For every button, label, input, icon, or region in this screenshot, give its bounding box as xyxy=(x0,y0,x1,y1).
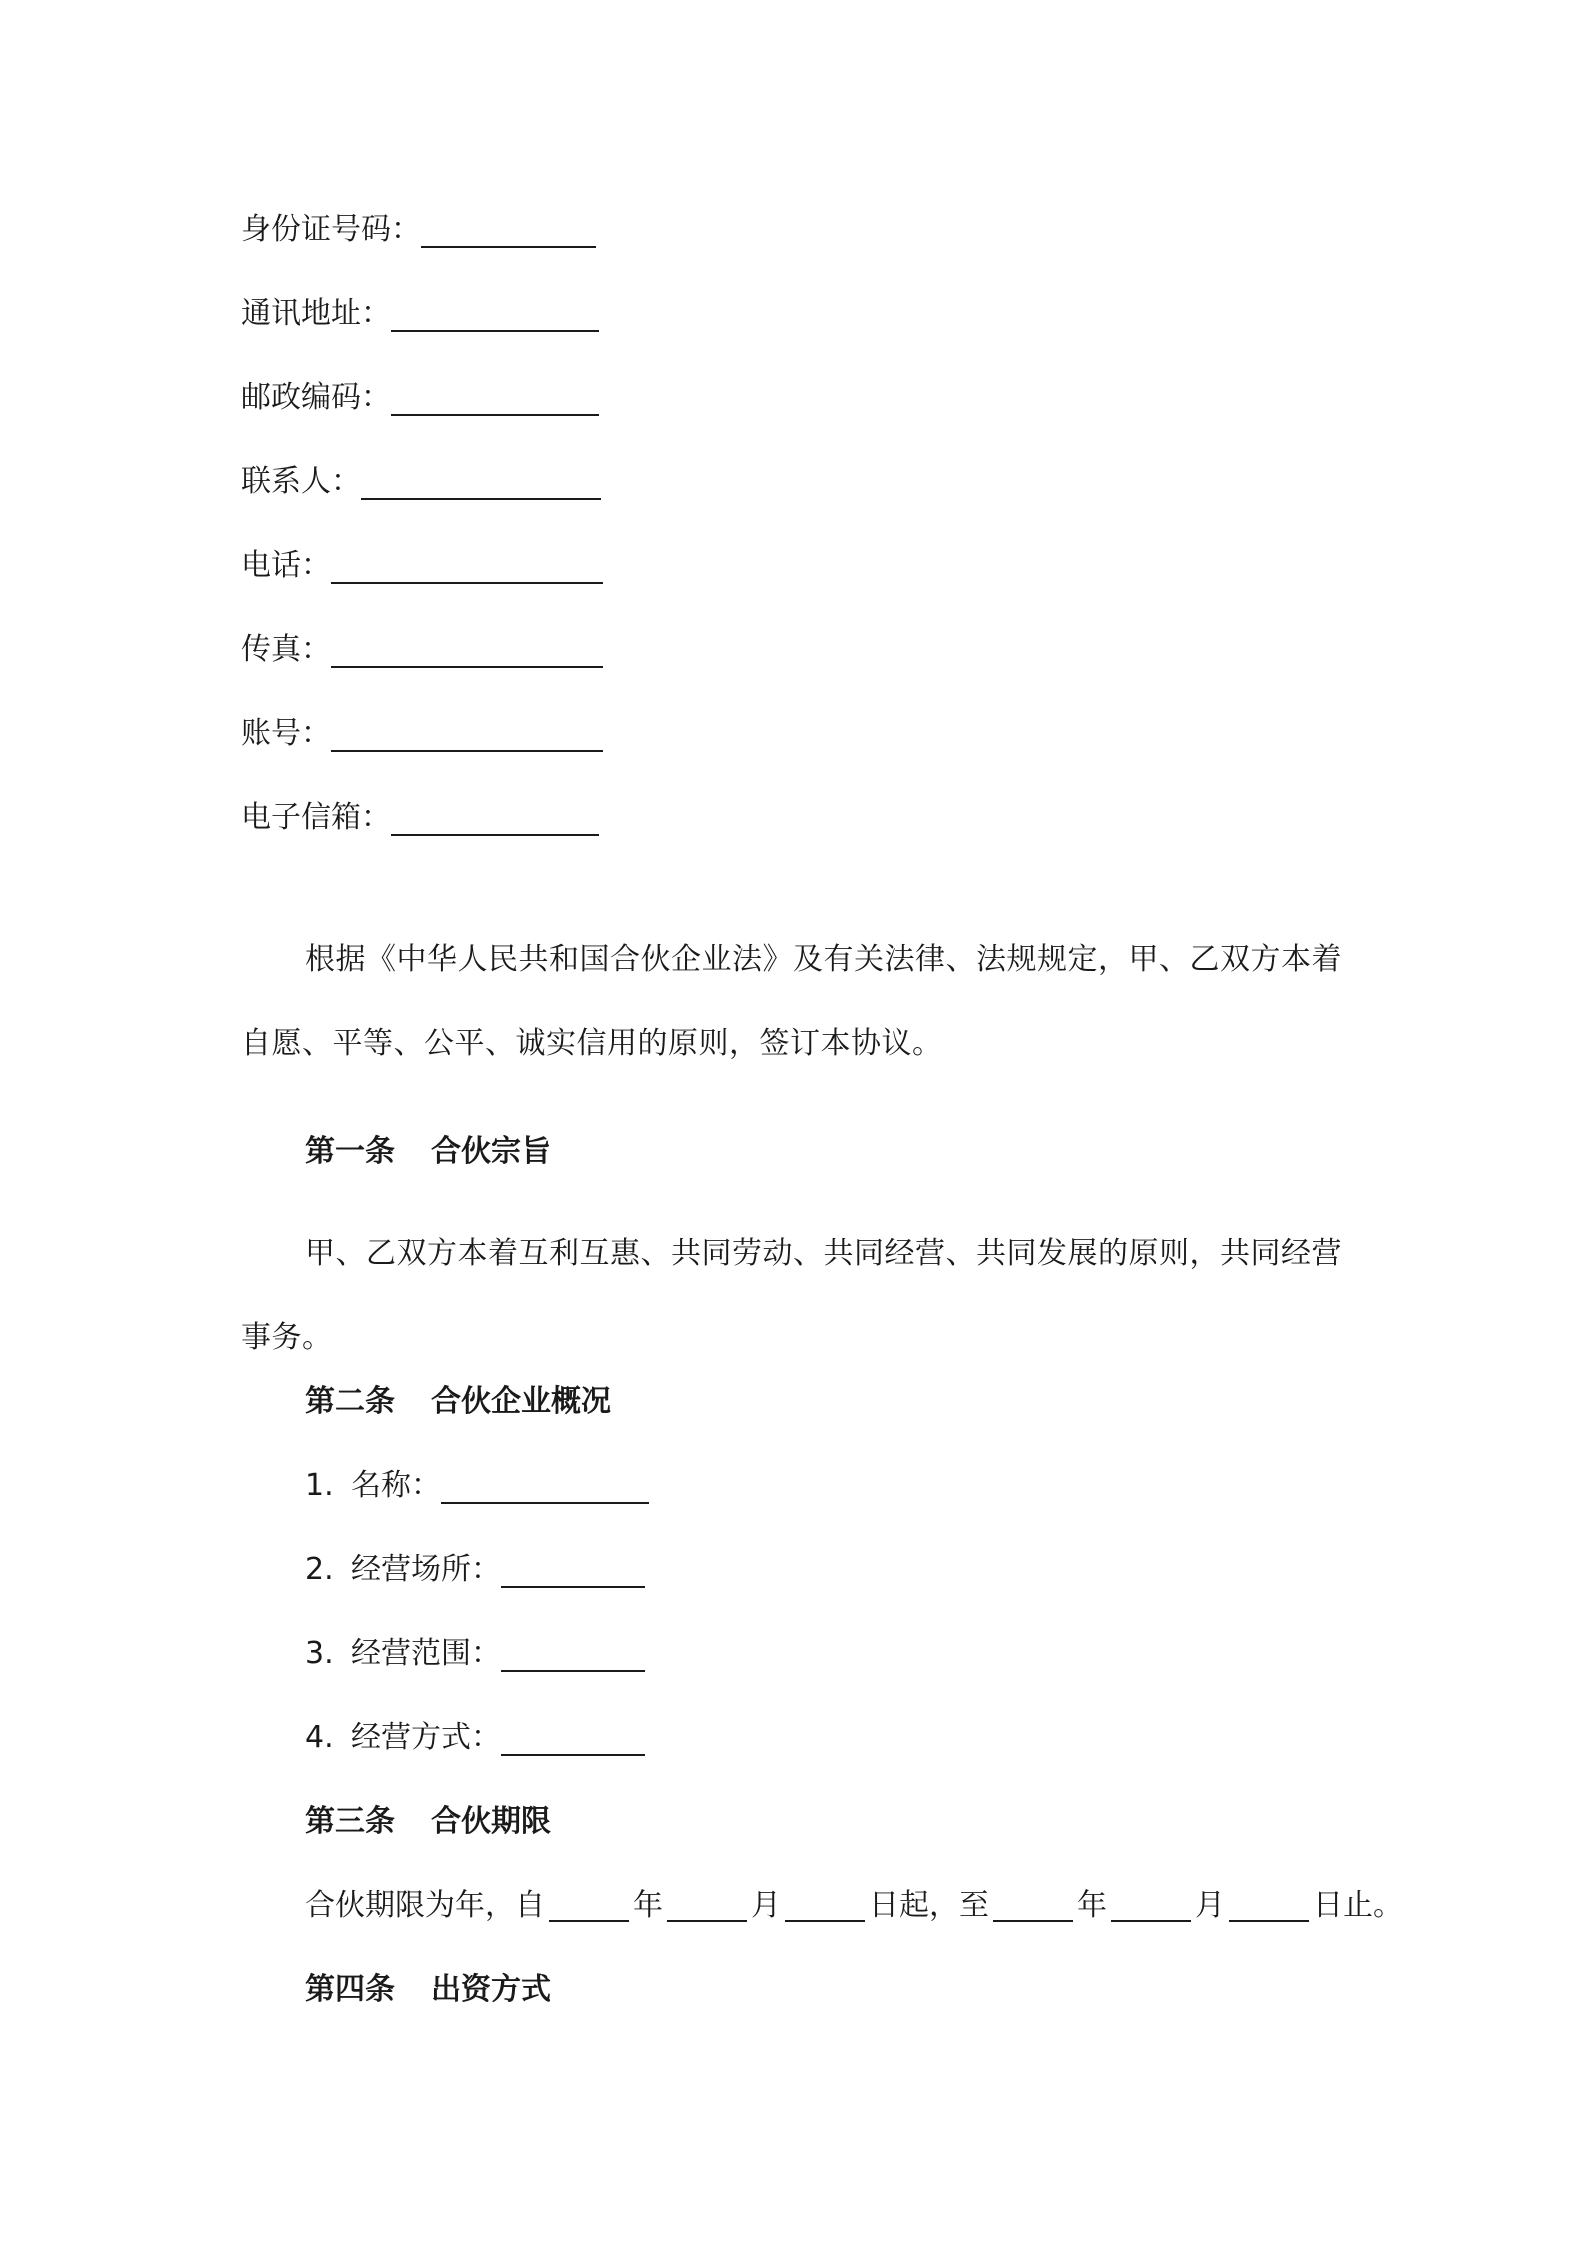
item-business-mode xyxy=(305,1718,645,1758)
term-prefix: 合伙期限为年，自 xyxy=(305,1888,545,1923)
article-number: 第四条 xyxy=(305,1972,395,2007)
blank-line xyxy=(391,330,599,332)
blank-line xyxy=(361,498,601,500)
field-label: 电子信箱： xyxy=(241,800,391,835)
item-label: 经营方式： xyxy=(351,1720,501,1755)
item-index: 1. xyxy=(305,1468,334,1503)
item-index: 4. xyxy=(305,1720,334,1755)
fax-field xyxy=(241,630,603,670)
blank-line xyxy=(501,1754,645,1756)
term-month-2: 月 xyxy=(1195,1888,1225,1923)
phone-field xyxy=(241,546,603,586)
address-field xyxy=(241,294,599,334)
item-label: 经营范围： xyxy=(351,1636,501,1671)
contact-person-field xyxy=(241,462,601,502)
blank-line xyxy=(501,1586,645,1588)
account-field xyxy=(241,714,603,754)
blank-line xyxy=(421,246,596,248)
item-business-location xyxy=(305,1550,645,1590)
blank-line xyxy=(331,582,603,584)
article-1-heading xyxy=(305,1132,551,1172)
field-label: 电话： xyxy=(241,548,331,583)
field-label: 账号： xyxy=(241,716,331,751)
term-year-1: 年 xyxy=(633,1888,663,1923)
blank-line xyxy=(441,1502,649,1504)
article-title: 出资方式 xyxy=(431,1972,551,2007)
blank-line xyxy=(1111,1920,1191,1922)
postal-code-field xyxy=(241,378,599,418)
blank-line xyxy=(501,1670,645,1672)
blank-line xyxy=(1229,1920,1309,1922)
blank-line xyxy=(667,1920,747,1922)
term-day-2: 日止。 xyxy=(1313,1888,1403,1923)
article-3-heading xyxy=(305,1802,551,1842)
article-4-heading xyxy=(305,1970,551,2010)
blank-line xyxy=(549,1920,629,1922)
blank-line xyxy=(785,1920,865,1922)
blank-line xyxy=(391,834,599,836)
field-label: 传真： xyxy=(241,632,331,667)
article-title: 合伙宗旨 xyxy=(431,1134,551,1169)
field-label: 邮政编码： xyxy=(241,380,391,415)
item-index: 3. xyxy=(305,1636,334,1671)
field-label: 联系人： xyxy=(241,464,361,499)
item-label: 名称： xyxy=(351,1468,441,1503)
blank-line xyxy=(993,1920,1073,1922)
term-sentence xyxy=(305,1886,1403,1926)
field-label: 身份证号码： xyxy=(241,212,421,247)
article-number: 第三条 xyxy=(305,1804,395,1839)
term-month-1: 月 xyxy=(751,1888,781,1923)
item-label: 经营场所： xyxy=(351,1552,501,1587)
article-number: 第二条 xyxy=(305,1384,395,1419)
term-year-2: 年 xyxy=(1077,1888,1107,1923)
article-2-heading xyxy=(305,1382,611,1422)
article-1-body: 甲、乙双方本着互利互惠、共同劳动、共同经营、共同发展的原则，共同经营事务。 xyxy=(241,1236,1342,1355)
preamble-paragraph: 根据《中华人民共和国合伙企业法》及有关法律、法规规定，甲、乙双方本着自愿、平等、公平、诚实信用的原则，签订本协议。 xyxy=(241,942,1342,1061)
id-number-field xyxy=(241,210,596,250)
item-name xyxy=(305,1466,649,1506)
item-index: 2. xyxy=(305,1552,334,1587)
blank-line xyxy=(331,750,603,752)
term-day-1: 日起，至 xyxy=(869,1888,989,1923)
article-title: 合伙企业概况 xyxy=(431,1384,611,1419)
article-title: 合伙期限 xyxy=(431,1804,551,1839)
blank-line xyxy=(391,414,599,416)
item-business-scope xyxy=(305,1634,645,1674)
blank-line xyxy=(331,666,603,668)
email-field xyxy=(241,798,599,838)
field-label: 通讯地址： xyxy=(241,296,391,331)
article-number: 第一条 xyxy=(305,1134,395,1169)
